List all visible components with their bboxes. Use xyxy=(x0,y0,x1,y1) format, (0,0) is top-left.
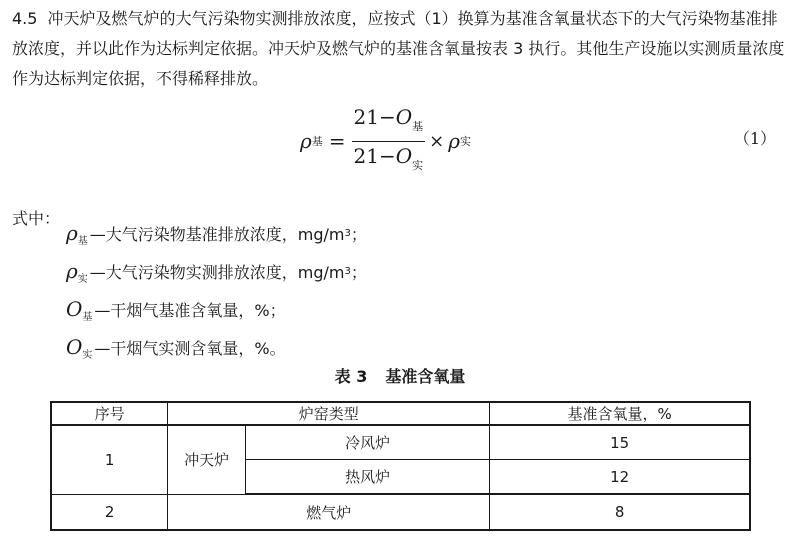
furnace-subtype-cell: 热风炉 xyxy=(245,460,489,495)
formula-rhs-symbol: ρ xyxy=(448,129,461,153)
formula-denominator xyxy=(352,142,426,180)
definition-text: —大气污染物基准排放浓度，mg/m xyxy=(89,224,345,244)
equation-number: （1） xyxy=(733,129,776,148)
definition-symbol: O xyxy=(66,297,83,321)
definition-text: —大气污染物实测排放浓度，mg/m xyxy=(89,262,345,282)
definition-tail: ； xyxy=(350,262,367,282)
row-index-cell: 1 xyxy=(51,425,168,494)
definition-symbol: ρ xyxy=(66,259,78,283)
furnace-subtype-cell: 冷风炉 xyxy=(245,425,489,460)
definition-tail: ； xyxy=(350,224,367,244)
formula-lhs-symbol: ρ xyxy=(300,129,312,153)
denominator-const: 21 xyxy=(353,143,379,168)
definition-sub: 基 xyxy=(77,235,88,247)
furnace-group-cell: 冲天炉 xyxy=(168,425,246,494)
definition-item xyxy=(66,252,367,290)
oxygen-value-cell: 12 xyxy=(490,460,750,495)
formula-times: × xyxy=(429,130,445,152)
definitions-list xyxy=(66,214,367,366)
denominator-var: O xyxy=(395,143,413,168)
table-row xyxy=(51,425,750,460)
denominator-sub: 实 xyxy=(412,158,424,172)
oxygen-value-cell: 15 xyxy=(490,425,750,460)
section-text: 冲天炉及燃气炉的大气污染物实测排放浓度，应按式（1）换算为基准含氧量状态下的大气污染物基准排放浓度，并以此作为达标判定依据。冲天炉及燃气炉的基准含氧量按表 3 执行。其他生产设施以实测质量浓度作为达标判定依据，不得稀释排放。 xyxy=(12,9,785,88)
definition-sub: 实 xyxy=(77,273,88,285)
definition-sub: 基 xyxy=(82,311,93,323)
oxygen-content-table xyxy=(50,401,751,531)
definition-sup: 3 xyxy=(344,265,351,277)
formula-equals: = xyxy=(328,129,346,153)
header-cell: 序号 xyxy=(51,402,168,425)
numerator-const: 21 xyxy=(353,104,379,129)
definition-symbol: ρ xyxy=(66,221,78,245)
formula-fraction xyxy=(352,103,426,180)
numerator-var: O xyxy=(395,104,413,129)
definition-item xyxy=(66,328,367,366)
table-caption-number: 表 3 xyxy=(334,367,368,386)
header-cell: 炉窑类型 xyxy=(168,402,490,425)
oxygen-value-cell: 8 xyxy=(490,494,750,530)
row-index-cell: 2 xyxy=(51,494,168,530)
table-caption xyxy=(0,364,800,387)
definition-item xyxy=(66,290,367,328)
numerator-minus: − xyxy=(378,104,396,129)
definition-sup: 3 xyxy=(344,227,351,239)
definition-sub: 实 xyxy=(82,349,93,361)
section-number: 4.5 xyxy=(12,9,38,28)
furnace-type-cell: 燃气炉 xyxy=(168,494,490,530)
definition-symbol: O xyxy=(66,335,83,359)
header-cell: 基准含氧量，% xyxy=(490,402,750,425)
formula-numerator xyxy=(352,103,426,142)
definition-text: —干烟气实测含氧量，%。 xyxy=(94,338,286,358)
table-row xyxy=(51,494,750,530)
numerator-sub: 基 xyxy=(412,119,424,133)
definition-item xyxy=(66,214,367,252)
conversion-formula xyxy=(300,104,472,174)
table-header-row xyxy=(51,402,750,425)
definitions-intro: 式中： xyxy=(12,209,61,228)
formula-rhs-sub: 实 xyxy=(460,135,472,148)
section-4-5-paragraph xyxy=(12,4,792,94)
denominator-minus: − xyxy=(378,143,396,168)
table-caption-title: 基准含氧量 xyxy=(385,367,466,386)
formula-lhs-sub: 基 xyxy=(311,135,323,148)
definition-text: —干烟气基准含氧量，%； xyxy=(94,300,286,320)
